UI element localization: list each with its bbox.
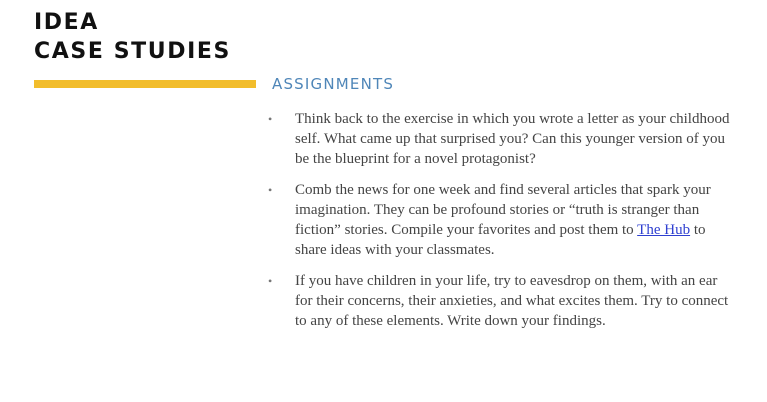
- accent-bar: [34, 80, 256, 88]
- assignment-text: If you have children in your life, try to eavesdrop on them, with an ear for their concerns, their anxieties, and what excites them. Try to connect to any of these elements. Write down your findings.: [295, 273, 729, 329]
- page-title-line-2: CASE STUDIES: [34, 39, 231, 64]
- assignment-list: [266, 109, 736, 342]
- assignment-text: Think back to the exercise in which you wrote a letter as your childhood self. What came up that surprised you? Can this younger version of you be the blueprint for a novel protagonist?: [295, 111, 730, 167]
- assignment-text-after-link: to share ideas with your classmates.: [295, 222, 706, 258]
- page-title-line-1: IDEA: [34, 10, 99, 35]
- assignment-item-1: [266, 109, 736, 169]
- bullet-icon: •: [268, 274, 273, 288]
- assignment-item-3: [266, 271, 736, 331]
- bullet-icon: •: [268, 183, 273, 197]
- assignment-item-2: [266, 180, 736, 260]
- assignment-text-before-link: Comb the news for one week and find several articles that spark your imagination. They can be profound stories or “truth is stranger than fiction” stories. Compile your favorites and post them to: [295, 182, 711, 238]
- page-title: [34, 8, 231, 66]
- section-heading: ASSIGNMENTS: [272, 75, 395, 93]
- bullet-icon: •: [268, 112, 273, 126]
- the-hub-link[interactable]: The Hub: [637, 222, 691, 238]
